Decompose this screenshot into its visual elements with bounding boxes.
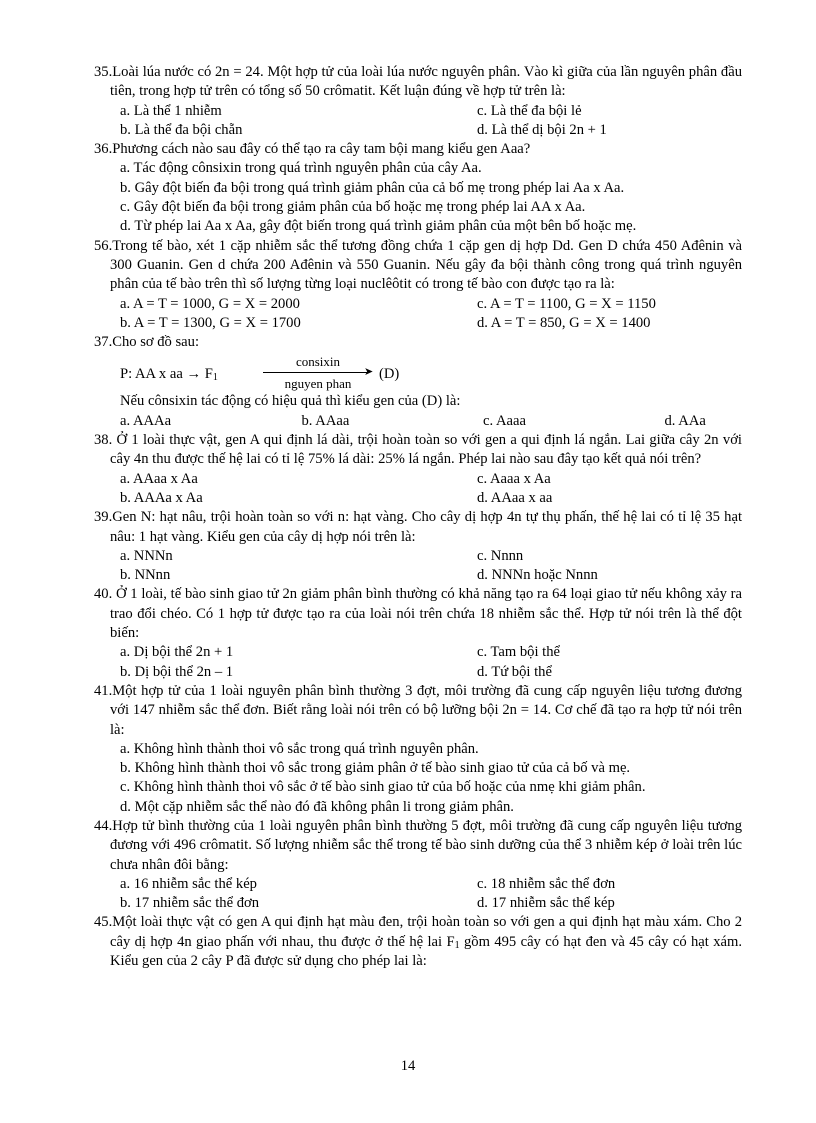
option-d: d. NNNn hoặc Nnnn [477,567,598,584]
option-d: d. Từ phép lai Aa x Aa, gây đột biến trong quá trình giảm phân của một bên bố hoặc mẹ. [120,218,637,235]
option-b: b. A = T = 1300, G = X = 1700 [120,314,301,331]
question-40-stem: 40. Ở 1 loài, tế bào sinh giao tử 2n giảm phân bình thường có khả năng tạo ra 64 loại giao tử nếu không xảy ra trao đổi chéo. Có 1 hợp tử được tạo ra của loài nói trên chứa 18 nhiễm sắc thể. Hợp tử nói trên là thể đột biến: [94,586,742,642]
option-c: c. A = T = 1100, G = X = 1150 [477,295,656,312]
option-a: a. 16 nhiễm sắc thể kép [120,875,257,892]
question-44-stem: 44.Hợp tử bình thường của 1 loài nguyên phân bình thường 5 đợt, môi trường đã cung cấp nguyên liệu tương đương với 496 crômatit. Số lượng nhiễm sắc thể trong tế bào sinh dưỡng của thể 3 nhiễm kép ở loài trên lúc chưa nhân đôi bằng: [94,817,742,873]
option-b: b. Không hình thành thoi vô sắc trong giảm phân ở tế bào sinh giao tử của cả bố và mẹ. [120,760,631,777]
option-a: a. AAaa x Aa [120,470,198,487]
question-39-options [94,547,742,586]
option-c: c. Nnnn [477,547,524,564]
option-a: a. Dị bội thể 2n + 1 [120,644,234,661]
question-56-stem: 56.Trong tế bào, xét 1 cặp nhiễm sắc thể tương đồng chứa 1 cặp gen dị hợp Dd. Gen D chứa 450 Ađênin và 300 Guanin. Gen d chứa 200 Ađênin và 550 Guanin. Nếu gây đa bội thành công trong quá trình nguyên phân của tế bào trên thì số lượng từng loại nuclêôtit có trong tế bào con được tạo ra là: [94,237,742,293]
option-c: c. Aaaa x Aa [477,470,551,487]
page-number: 14 [400,1058,416,1074]
option-b: b. Gây đột biến đa bội trong quá trình giảm phân của cả bố mẹ trong phép lai Aa x Aa. [120,179,625,196]
option-a: a. AAAa [120,412,172,429]
option-d: d. 17 nhiễm sắc thể kép [477,895,615,912]
option-d: d. A = T = 850, G = X = 1400 [477,314,651,331]
option-a: a. Không hình thành thoi vô sắc trong quá trình nguyên phân. [120,740,479,757]
option-b: b. 17 nhiễm sắc thể đơn [120,895,260,912]
option-a: a. Tác động cônsixin trong quá trình nguyên phân của cây Aa. [120,160,482,177]
question-41-options [94,740,742,817]
diagram-cross: P: AA x aa → $F_1$ [120,366,218,384]
question-56-options [94,295,742,334]
question-38-options [94,470,742,509]
arrow-head-icon: ➤ [364,366,374,379]
question-37-options [94,412,742,431]
arrow-label-below: nguyen phan [284,376,352,392]
option-c: c. Là thể đa bội lẻ [477,102,582,119]
option-d: d. Một cặp nhiễm sắc thể nào đó đã không phân li trong giảm phân. [120,798,514,815]
reaction-arrow [263,352,373,392]
question-36-options [94,159,742,236]
cross-diagram [94,352,742,392]
question-41-stem: 41.Một hợp tử của 1 loài nguyên phân bình thường 3 đợt, môi trường đã cung cấp nguyên liệu tương đương với 147 nhiễm sắc thể đơn. Biết rằng loài nói trên có bộ lưỡng bội 2n = 14. Cơ chế đã tạo ra hợp tử nói trên là: [94,682,742,738]
option-c: c. Aaaa [483,412,526,429]
question-38-stem: 38. Ở 1 loài thực vật, gen A qui định lá dài, trội hoàn toàn so với gen a qui định lá ngắn. Lai giữa cây 2n với cây 4n thu được thế hệ lai có tỉ lệ 75% lá dài: 25% lá ngắn. Phép lai nào sau đây tạo kết quả nói trên? [94,432,742,468]
option-d: d. Là thể dị bội 2n + 1 [477,121,607,138]
question-40-options [94,643,742,682]
option-b: b. NNnn [120,567,171,584]
option-a: a. A = T = 1000, G = X = 2000 [120,295,300,312]
option-b: b. AAAa x Aa [120,489,203,506]
document-body [94,63,742,971]
question-39-stem: 39.Gen N: hạt nâu, trội hoàn toàn so với n: hạt vàng. Cho cây dị hợp 4n tự thụ phấn, thế hệ lai có tỉ lệ 35 hạt nâu: 1 hạt vàng. Kiểu gen của cây dị hợp nói trên là: [94,509,742,545]
option-c: c. Tam bội thể [477,644,561,661]
option-a: a. NNNn [120,547,173,564]
arrow-line [263,372,367,373]
question-37-followup: Nếu cônsixin tác động có hiệu quả thì kiểu gen của (D) là: [120,393,461,410]
option-d: d. Tứ bội thể [477,663,552,680]
option-d: d. AAaa x aa [477,489,553,506]
diagram-result: (D) [379,366,400,383]
option-d: d. AAa [664,412,706,429]
option-b: b. Là thể đa bội chẵn [120,121,243,138]
question-36-stem: 36.Phương cách nào sau đây có thể tạo ra cây tam bội mang kiểu gen Aaa? [94,141,531,158]
option-b: b. AAaa [301,412,350,429]
question-44-options [94,875,742,914]
option-c: c. 18 nhiễm sắc thể đơn [477,875,616,892]
option-c: c. Gây đột biến đa bội trong giảm phân của bố hoặc mẹ trong phép lai AA x Aa. [120,199,586,216]
arrow-label-above: consixin [295,354,341,370]
question-37-stem: 37.Cho sơ đồ sau: [94,334,200,351]
question-35-options [94,102,742,141]
question-45-stem: 45.Một loài thực vật có gen A qui định hạt màu đen, trội hoàn toàn so với gen a qui định hạt màu xám. Cho 2 cây dị hợp 4n giao phấn với nhau, thu được ở thế hệ lai $F_1$ gồm 495 cây có hạt đen và 45 cây có hạt xám. Kiểu gen của 2 cây P đã được sử dụng cho phép lai là: [94,914,742,970]
question-35-stem: 35.Loài lúa nước có 2n = 24. Một hợp tử của loài lúa nước nguyên phân. Vào kì giữa của lần nguyên phân đầu tiên, trong hợp tử trên có tổng số 50 crômatit. Kết luận đúng về hợp tử trên là: [94,64,742,100]
option-c: c. Không hình thành thoi vô sắc ở tế bào sinh giao tử của bố hoặc của nmẹ khi giảm phân. [120,779,646,796]
option-b: b. Dị bội thể 2n – 1 [120,663,234,680]
option-a: a. Là thể 1 nhiễm [120,102,222,119]
